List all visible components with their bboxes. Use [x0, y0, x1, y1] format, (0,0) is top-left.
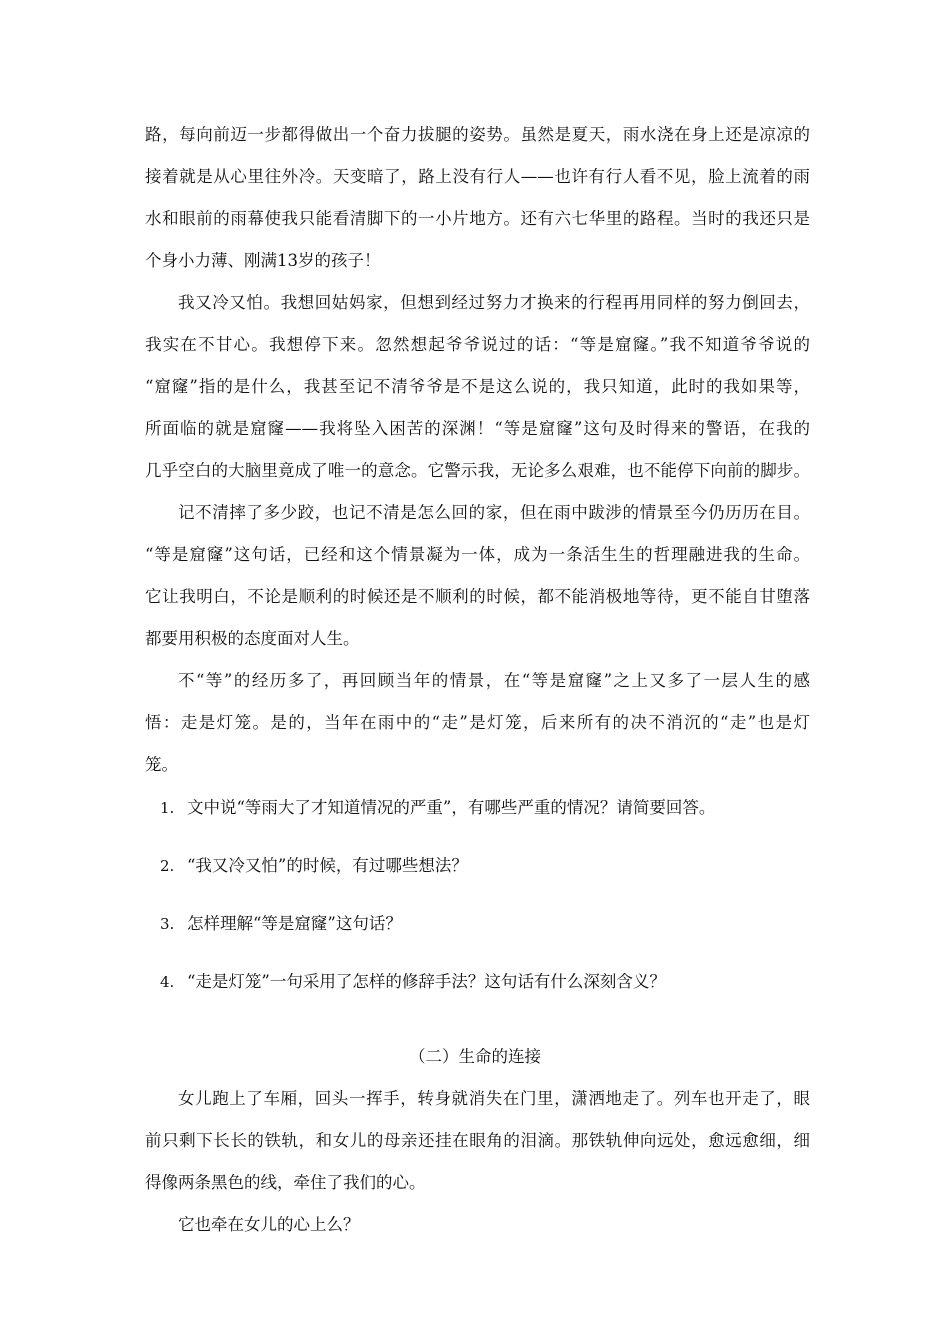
question-number: 2.	[160, 857, 175, 875]
passage-1-line: 都要用积极的态度面对人生。	[145, 629, 360, 648]
passage-1-line: 悟：走是灯笼。是的，当年在雨中的“走”是灯笼，后来所有的决不消沉的“走”也是灯	[145, 713, 810, 732]
section-title: （二）生命的连接	[409, 1047, 541, 1066]
passage-1-line: 笼。	[145, 755, 178, 774]
passage-1-line: 我又冷又怕。我想回姑妈家，但想到经过努力才换来的行程再用同样的努力倒回去，	[178, 293, 810, 312]
question-text: 文中说“等雨大了才知道情况的严重”，有哪些严重的情况？请简要回答。	[187, 798, 716, 817]
passage-1-line: 它让我明白，不论是顺利的时候还是不顺利的时候，都不能消极地等待，更不能自甘堕落	[145, 587, 810, 606]
passage-1-line: 个身小力薄、刚满13岁的孩子！	[145, 251, 381, 270]
passage-1-line: “等是窟窿”这句话，已经和这个情景凝为一体，成为一条活生生的哲理融进我的生命。	[145, 545, 810, 564]
question-number: 1.	[160, 799, 175, 817]
passage-1-line: 记不清摔了多少跤，也记不清是怎么回的家，但在雨中跋涉的情景至今仍历历在目。	[178, 503, 810, 522]
passage-1-line: 所面临的就是窟窿——我将坠入困苦的深渊！“等是窟窿”这句及时得来的警语，在我的	[145, 419, 810, 438]
passage-1-line: 我实在不甘心。我想停下来。忽然想起爷爷说过的话：“等是窟窿。”我不知道爷爷说的	[145, 335, 810, 354]
section-2-line: 前只剩下长长的铁轨，和女儿的母亲还挂在眼角的泪滴。那铁轨伸向远处，愈远愈细，细	[145, 1131, 810, 1150]
question-text: “走是灯笼”一句采用了怎样的修辞手法？这句话有什么深刻含义？	[187, 972, 666, 991]
passage-1-line: 几乎空白的大脑里竟成了唯一的意念。它警示我，无论多么艰难，也不能停下向前的脚步。	[145, 461, 810, 480]
passage-1-line: 接着就是从心里往外冷。天变暗了，路上没有行人——也许有行人看不见，脸上流着的雨	[145, 167, 810, 186]
section-2-line: 女儿跑上了车厢，回头一挥手，转身就消失在门里，潇洒地走了。列车也开走了，眼	[178, 1089, 810, 1108]
question-number: 3.	[160, 915, 175, 933]
passage-1-line: 不“等”的经历多了，再回顾当年的情景，在“等是窟窿”之上又多了一层人生的感	[178, 671, 810, 690]
section-2-line: 得像两条黑色的线，牵住了我们的心。	[145, 1173, 426, 1192]
passage-1-line: 水和眼前的雨幕使我只能看清脚下的一小片地方。还有六七华里的路程。当时的我还只是	[145, 209, 810, 228]
question-text: 怎样理解“等是窟窿”这句话？	[187, 914, 402, 933]
section-2-line: 它也牵在女儿的心上么？	[178, 1215, 360, 1234]
question-number: 4.	[160, 973, 175, 991]
passage-1-line: 路，每向前迈一步都得做出一个奋力拔腿的姿势。虽然是夏天，雨水浇在身上还是凉凉的	[145, 125, 810, 144]
question-text: “我又冷又怕”的时候，有过哪些想法？	[187, 856, 468, 875]
passage-1-line: “窟窿”指的是什么，我甚至记不清爷爷是不是这么说的，我只知道，此时的我如果等，	[145, 377, 810, 396]
